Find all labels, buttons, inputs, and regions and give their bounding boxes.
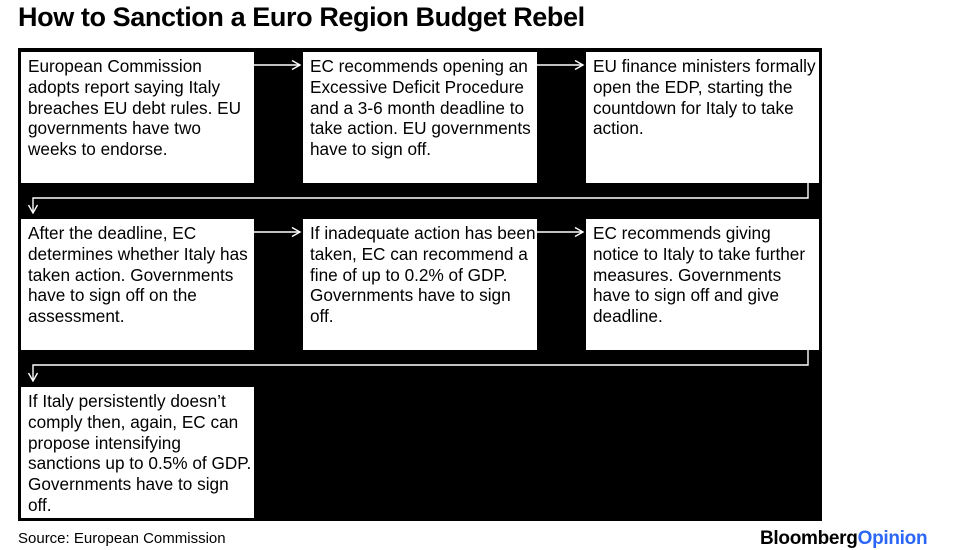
brand-part-2: Opinion (857, 528, 928, 549)
step-4-text: After the deadline, EC determines whether Italy has taken action. Governments have to sign off on the assessment. (28, 223, 248, 327)
step-7-text: If Italy persistently doesn’t comply then, again, EC can propose intensifying sanctions up to 0.5% of GDP. Governments have to sign off. (28, 391, 252, 515)
step-1-box (21, 52, 254, 183)
step-1-text: European Commission adopts report saying Italy breaches EU debt rules. EU governments have two weeks to endorse. (28, 56, 242, 160)
source-note: Source: European Commission (18, 530, 226, 547)
step-2-box (303, 52, 537, 183)
step-4-box (21, 219, 254, 350)
step-3-box (586, 52, 819, 183)
brand-part-1: Bloomberg (760, 528, 858, 549)
step-6-box (586, 219, 819, 350)
step-6-text: EC recommends giving notice to Italy to take further measures. Governments have to sign off and give deadline. (593, 223, 806, 327)
chart-title: How to Sanction a Euro Region Budget Rebel (18, 2, 585, 32)
step-3-text: EU finance ministers formally open the EDP, starting the countdown for Italy to take action. (593, 56, 816, 139)
step-5-text: If inadequate action has been taken, EC can recommend a fine of up to 0.2% of GDP. Governments have to sign off. (310, 223, 536, 327)
step-2-text: EC recommends opening an Excessive Deficit Procedure and a 3-6 month deadline to take action. EU governments have to sign off. (310, 56, 531, 160)
step-7-box (21, 387, 254, 518)
step-5-box (303, 219, 537, 350)
brand-logo (760, 528, 927, 550)
